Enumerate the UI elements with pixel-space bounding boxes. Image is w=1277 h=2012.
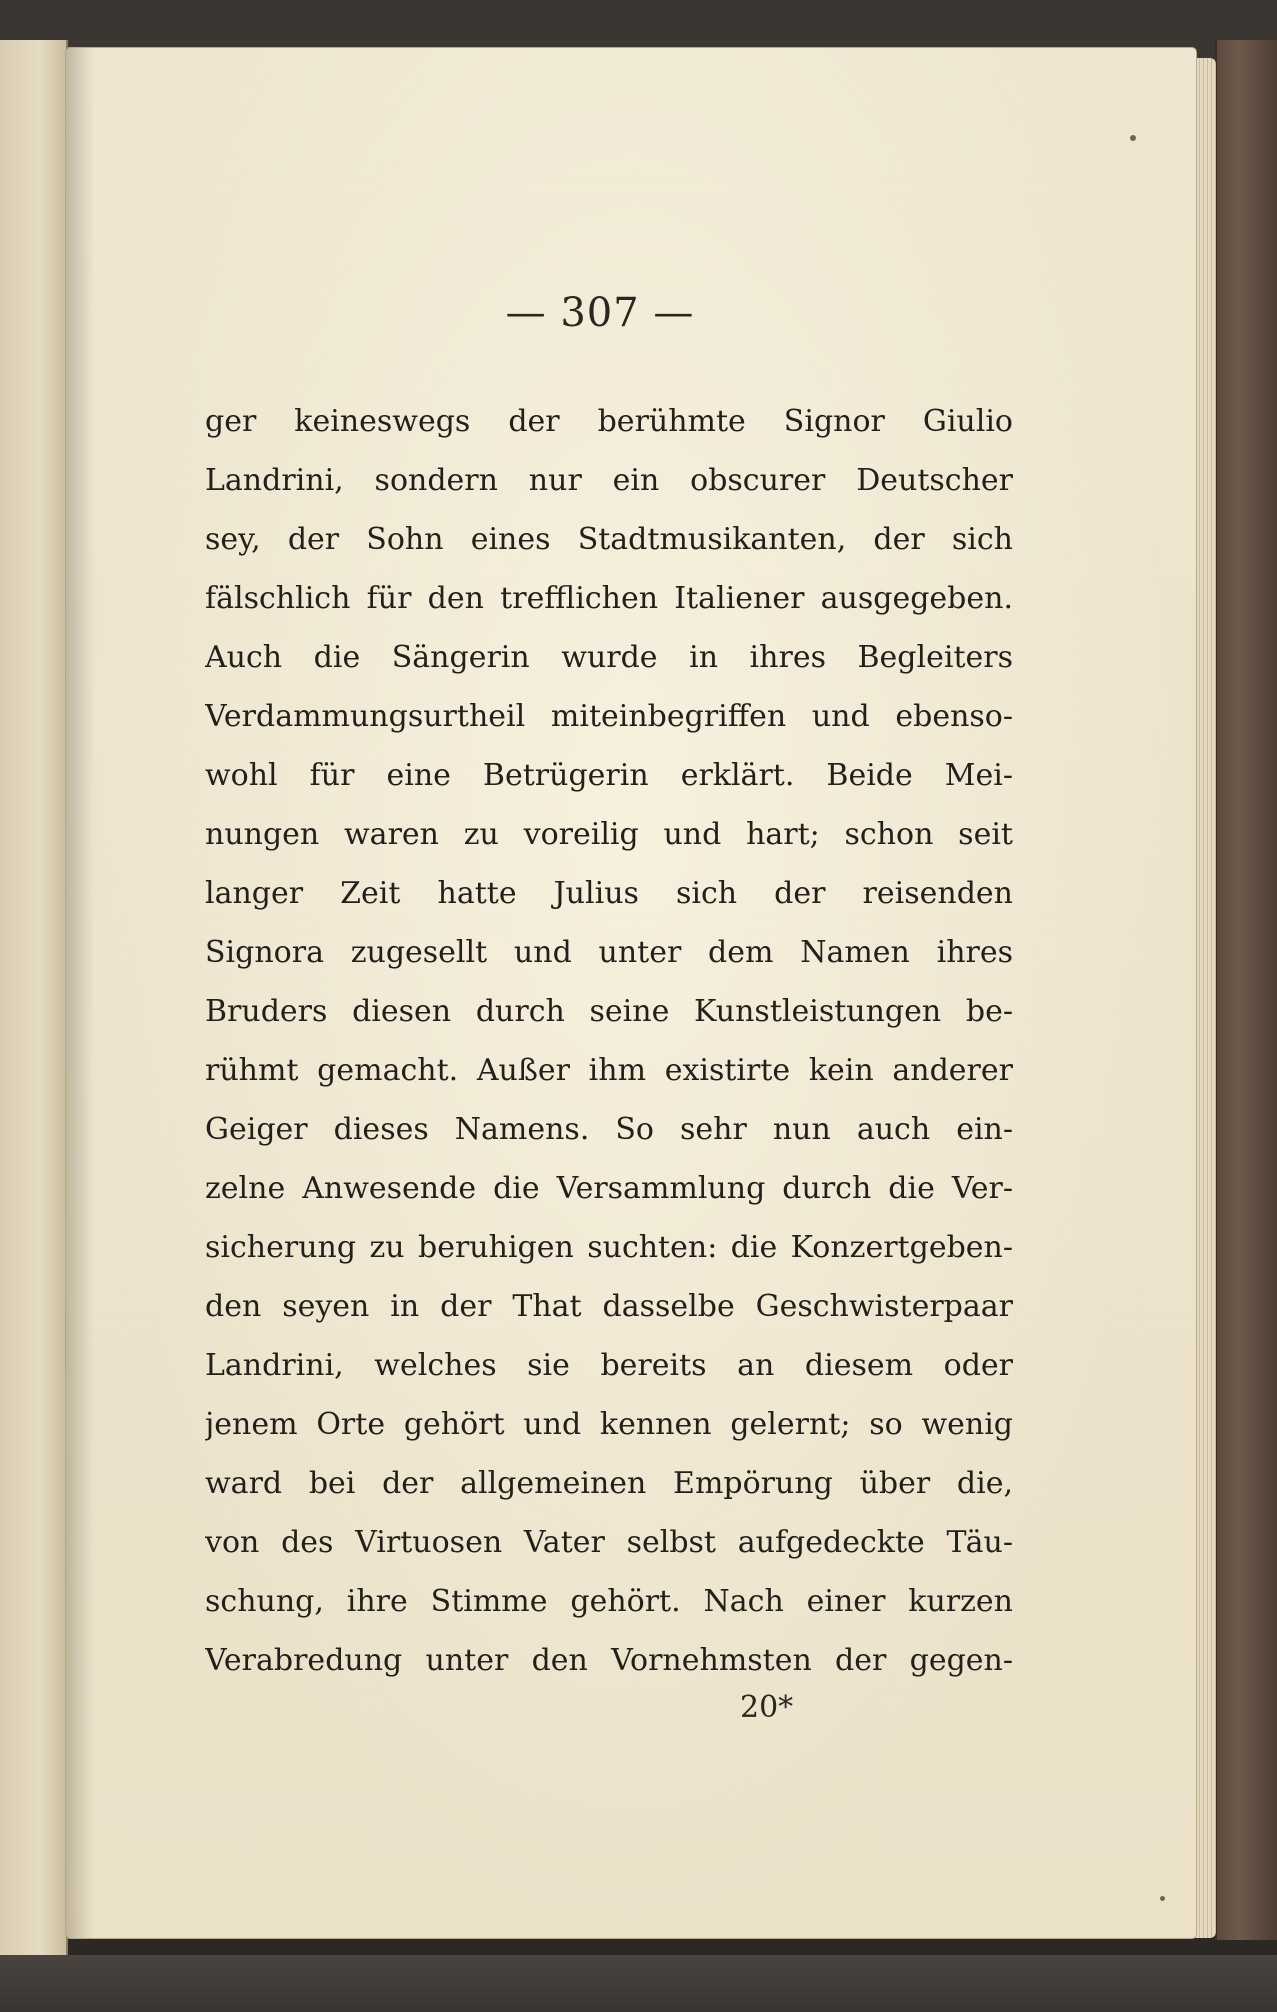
- text-line: jenem Orte gehört und kennen gelernt; so wenig: [205, 1407, 1013, 1442]
- body-text: [205, 392, 1013, 1690]
- left-page-edge: [0, 40, 68, 1955]
- text-line: Verabredung unter den Vornehmsten der gegen-: [205, 1643, 1013, 1678]
- text-line: zelne Anwesende die Versammlung durch die Ver-: [205, 1171, 1013, 1206]
- text-line: sicherung zu beruhigen suchten: die Konzertgeben-: [205, 1230, 1013, 1265]
- paper-speck: [1160, 1896, 1165, 1901]
- text-line: von des Virtuosen Vater selbst aufgedeckte Täu-: [205, 1525, 1013, 1560]
- book-cover-edge: [1215, 40, 1277, 1940]
- gutter-shadow: [66, 48, 94, 1938]
- text-line: ger keineswegs der berühmte Signor Giulio: [205, 404, 1013, 439]
- paper-speck: [1130, 135, 1136, 141]
- text-line: Signora zugesellt und unter dem Namen ihres: [205, 935, 1013, 970]
- text-line: Bruders diesen durch seine Kunstleistungen be-: [205, 994, 1013, 1029]
- text-line: Landrini, welches sie bereits an diesem oder: [205, 1348, 1013, 1383]
- book-cover-bottom: [0, 1955, 1277, 2012]
- text-line: schung, ihre Stimme gehört. Nach einer kurzen: [205, 1584, 1013, 1619]
- text-line: ward bei der allgemeinen Empörung über die,: [205, 1466, 1013, 1501]
- text-line: rühmt gemacht. Außer ihm existirte kein anderer: [205, 1053, 1013, 1088]
- text-line: Auch die Sängerin wurde in ihres Begleiters: [205, 640, 1013, 675]
- text-line: Landrini, sondern nur ein obscurer Deutscher: [205, 463, 1013, 498]
- signature-mark: 20*: [740, 1690, 794, 1725]
- text-line: Geiger dieses Namens. So sehr nun auch ein-: [205, 1112, 1013, 1147]
- text-line: wohl für eine Betrügerin erklärt. Beide Mei-: [205, 758, 1013, 793]
- text-line: den seyen in der That dasselbe Geschwisterpaar: [205, 1289, 1013, 1324]
- text-line: Verdammungsurtheil miteinbegriffen und ebenso-: [205, 699, 1013, 734]
- text-line: nungen waren zu voreilig und hart; schon seit: [205, 817, 1013, 852]
- text-line: langer Zeit hatte Julius sich der reisenden: [205, 876, 1013, 911]
- text-line: fälschlich für den trefflichen Italiener ausgegeben.: [205, 581, 1013, 616]
- text-line: sey, der Sohn eines Stadtmusikanten, der sich: [205, 522, 1013, 557]
- page-number-header: — 307 —: [505, 290, 695, 336]
